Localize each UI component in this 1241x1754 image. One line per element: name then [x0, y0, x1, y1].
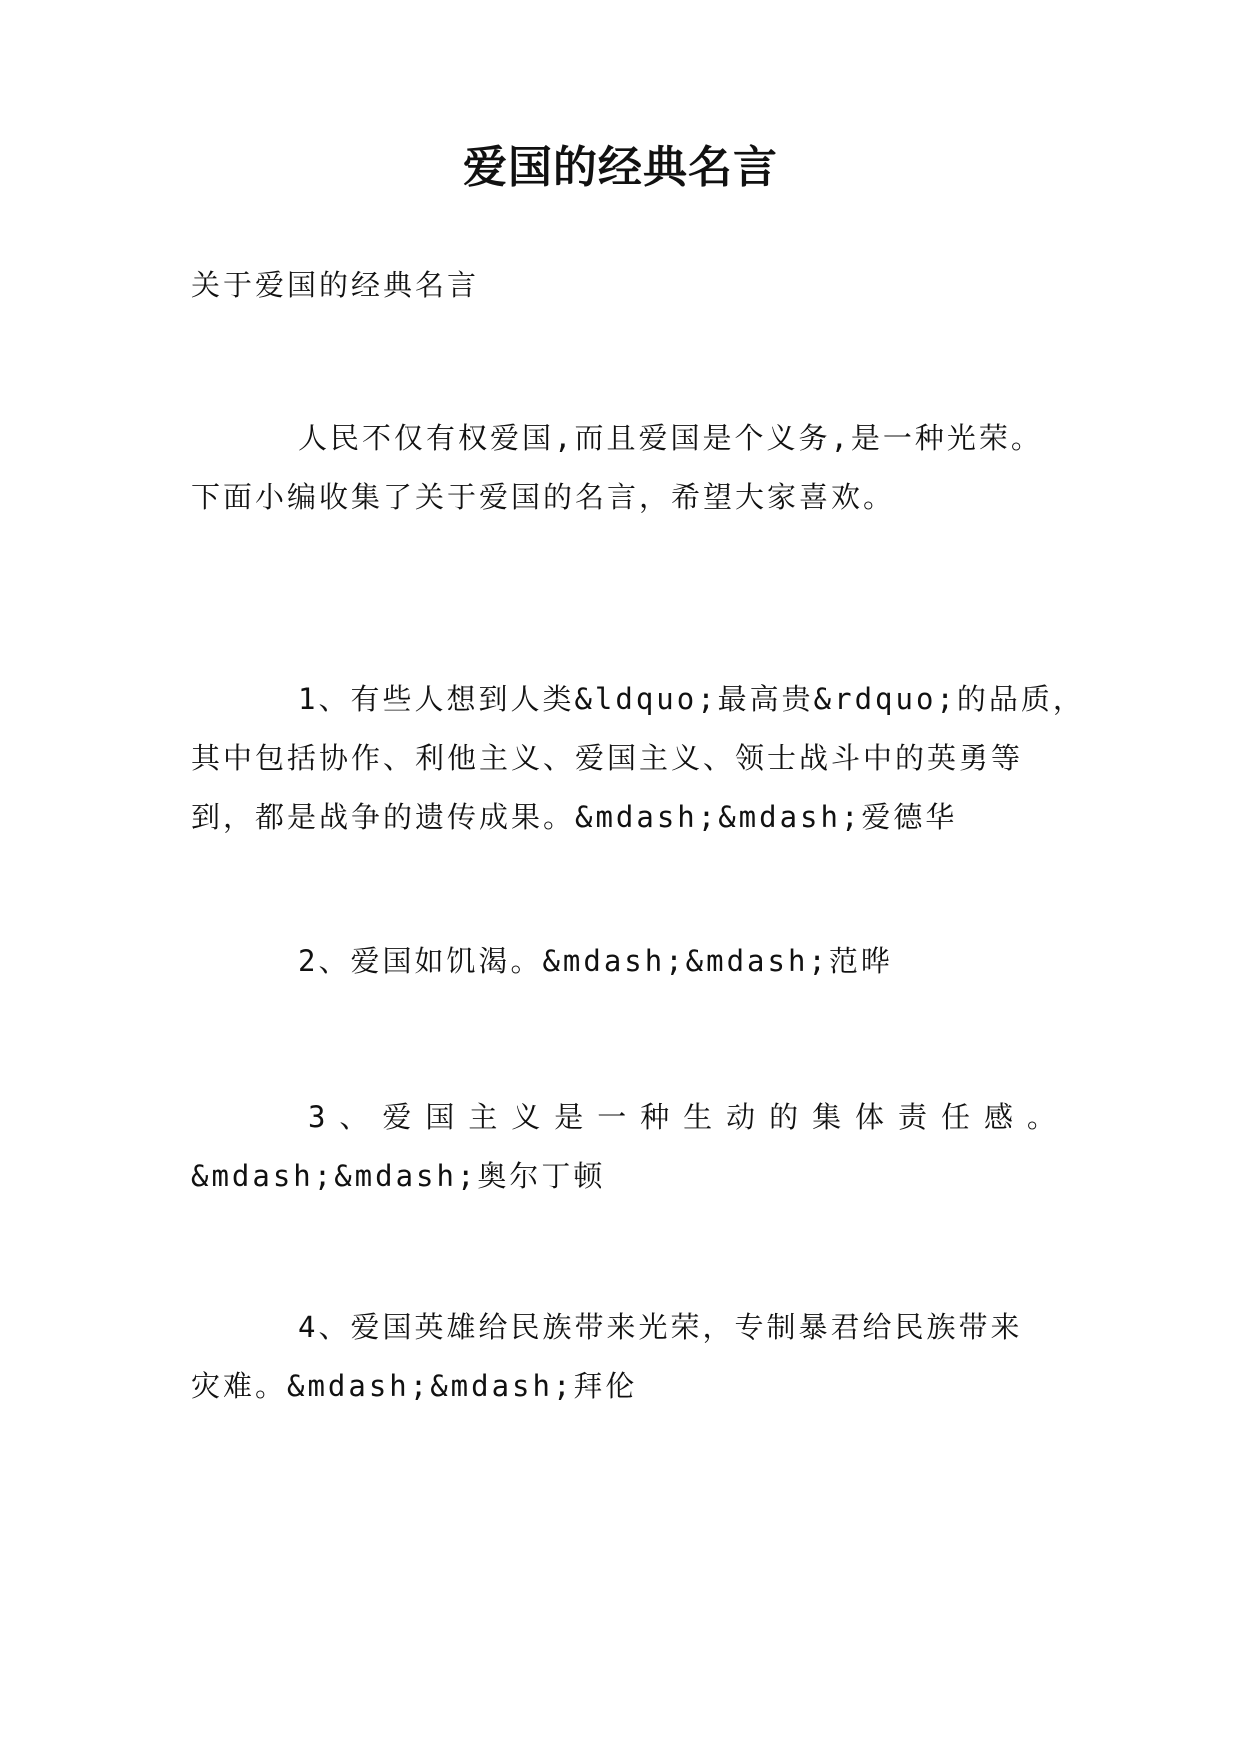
quote-3-char: 一 — [597, 1100, 630, 1134]
quote-4-line-2: 灾难。&mdash;&mdash;拜伦 — [191, 1369, 638, 1403]
quote-4 — [191, 1298, 1059, 1416]
quote-2-line-1: 2、爱国如饥渴。&mdash;&mdash;范晔 — [298, 944, 893, 978]
quote-3-char: 体 — [855, 1100, 888, 1134]
quote-3-char: 、 — [339, 1100, 372, 1134]
quote-3-char: 3 — [308, 1100, 329, 1134]
quote-3-char: 义 — [511, 1100, 544, 1134]
quote-3-char: 国 — [425, 1100, 458, 1134]
subtitle-line: 关于爱国的经典名言 — [191, 268, 480, 302]
quote-3-char: 种 — [640, 1100, 673, 1134]
quote-3-char: 任 — [940, 1100, 973, 1134]
intro-line-2: 下面小编收集了关于爱国的名言，希望大家喜欢。 — [191, 480, 896, 514]
quote-3-char: 生 — [683, 1100, 716, 1134]
intro-line-1: 人民不仅有权爱国,而且爱国是个义务,是一种光荣。 — [298, 421, 1043, 455]
intro-paragraph — [191, 409, 1059, 527]
quote-3-char: 感 — [983, 1100, 1016, 1134]
quote-4-line-1: 4、爱国英雄给民族带来光荣，专制暴君给民族带来 — [298, 1310, 1023, 1344]
subtitle — [191, 256, 1059, 315]
quote-3-char: 是 — [554, 1100, 587, 1134]
quote-3-line-1 — [191, 1088, 1059, 1147]
quote-3-char: 爱 — [382, 1100, 415, 1134]
quote-3-char: 责 — [898, 1100, 931, 1134]
quote-3-char: 动 — [726, 1100, 759, 1134]
quote-1-line-1: 1、有些人想到人类&ldquo;最高贵&rdquo;的品质， — [298, 682, 1085, 716]
quote-3-line-2: &mdash;&mdash;奥尔丁顿 — [191, 1159, 606, 1193]
quote-3-char: 主 — [468, 1100, 501, 1134]
quote-1-line-3: 到，都是战争的遗传成果。&mdash;&mdash;爱德华 — [191, 800, 958, 834]
quote-3-char: 集 — [812, 1100, 845, 1134]
quote-3-char: 的 — [769, 1100, 802, 1134]
quote-3-char: 。 — [1026, 1100, 1059, 1134]
page-title: 爱国的经典名言 — [463, 142, 778, 193]
quote-1-line-2: 其中包括协作、利他主义、爱国主义、领士战斗中的英勇等 — [191, 741, 1024, 775]
quote-2 — [191, 932, 1059, 991]
quote-1 — [191, 670, 1085, 847]
quote-3 — [191, 1088, 1059, 1206]
